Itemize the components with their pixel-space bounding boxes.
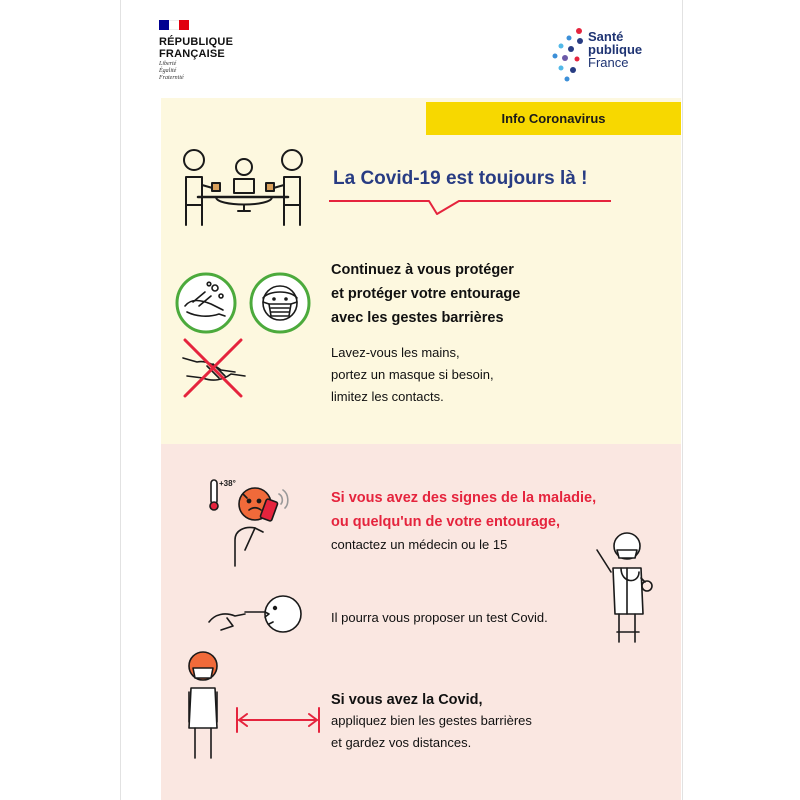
- sante-publique-text: Santé publique France: [588, 29, 643, 70]
- swab-test-icon: [205, 592, 305, 638]
- speech-bubble-underline: [329, 196, 619, 220]
- covid-heading: Si vous avez la Covid,: [331, 692, 483, 708]
- covid-test-text: Il pourra vous proposer un test Covid.: [331, 610, 548, 625]
- republique-name: RÉPUBLIQUE FRANÇAISE: [159, 36, 234, 60]
- no-handshake-icon: [179, 336, 249, 400]
- covid-person-distance-icon: [181, 648, 321, 760]
- hand-washing-icon: [175, 272, 237, 334]
- page-title: La Covid-19 est toujours là !: [333, 168, 588, 189]
- protect-heading: Continuez à vous protéger et protéger votre entourage avec les gestes barrières: [331, 262, 521, 326]
- family-table-icon: [176, 145, 306, 235]
- republique-motto: Liberté Égalité Fraternité: [159, 61, 184, 81]
- french-flag-icon: [159, 20, 189, 30]
- sick-person-phone-icon: [205, 474, 305, 566]
- dots-logo-icon: [553, 28, 587, 84]
- info-coronavirus-tag: Info Coronavirus: [426, 102, 681, 135]
- symptoms-heading: Si vous avez des signes de la maladie, ou quelqu'un de votre entourage,: [331, 490, 597, 530]
- protect-advice: Lavez-vous les mains, portez un masque si besoin, limitez les contacts.: [331, 345, 494, 404]
- face-mask-icon: [249, 272, 311, 334]
- contact-doctor-text: contactez un médecin ou le 15: [331, 537, 508, 552]
- doctor-icon: [591, 528, 671, 648]
- temperature-label: +38°: [219, 479, 236, 488]
- poster-page: [120, 0, 683, 800]
- covid-advice: appliquez bien les gestes barrières et gardez vos distances.: [331, 713, 532, 750]
